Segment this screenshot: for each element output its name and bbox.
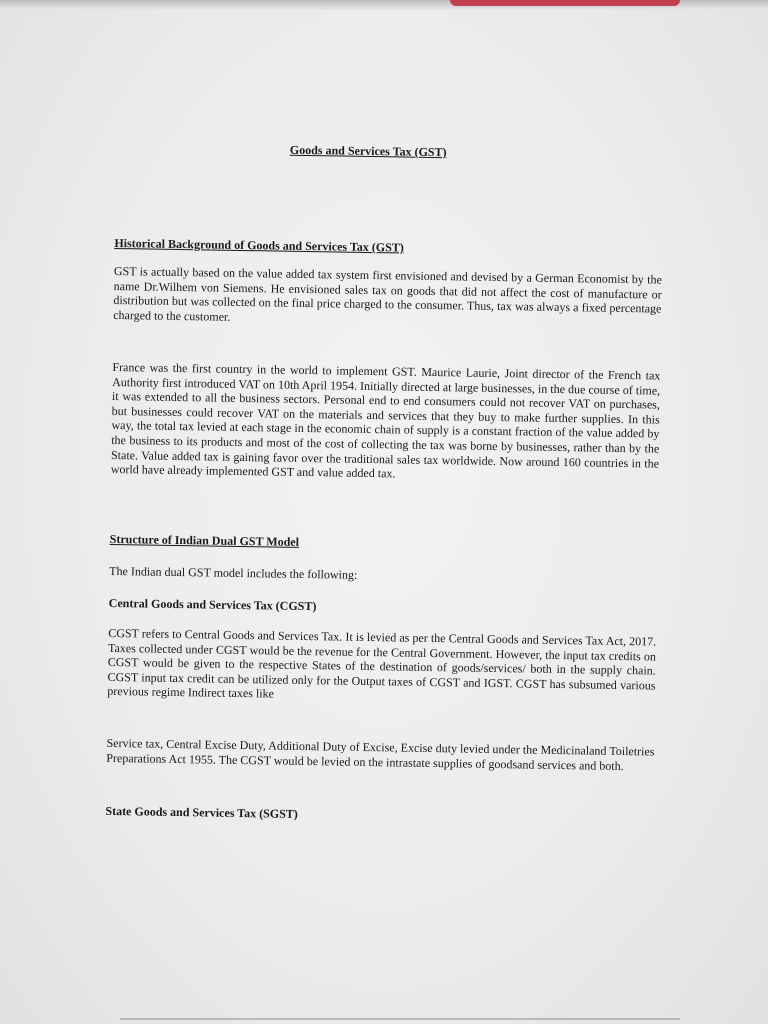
document-title: Goods and Services Tax (GST) [289, 142, 447, 160]
history-paragraph-2: France was the first country in the world to implement GST. Maurice Laurie, Joint director of the French tax Authority first introduced VAT on 10th April 1954. Initially directed at large businesses, in the due course of time, it was extended to all the business sectors. Personal end to end consumers could not recover VAT on purchases, but businesses could recover VAT on the materials and services that they buy to make further supplies. In this way, the total tax levied at each stage in the economic chain of supply is a constant fraction of the value added by the business to its products and most of the cost of collecting the tax was borne by businesses, rather than by the State. Value added tax is gaining favor over the traditional sales tax worldwide. Now around 160 countries in the world have already implemented GST and value added tax. [110, 359, 661, 481]
document-body [105, 140, 664, 821]
history-paragraph-1: GST is actually based on the value added tax system first envisioned and devised by a German Economist by the name Dr.Wilhem von Siemens. He envisioned sales tax on goods that did not affect the cost of manufacture or distribution but was collected on the final price charged to the consumer. Thus, tax was always a fixed percentage charged to the customer. [113, 263, 662, 324]
cgst-paragraph-2: Service tax, Central Excise Duty, Additional Duty of Excise, Excise duty levied under the Medicinaland Toiletries Preparations Act 1955. The CGST would be levied on the intrastate supplies of goodsand services and both. [106, 735, 655, 773]
structure-intro: The Indian dual GST model includes the following: [109, 563, 358, 582]
binder-clip-edge [450, 0, 680, 6]
cgst-heading: Central Goods and Services Tax (CGST) [108, 595, 317, 614]
structure-heading: Structure of Indian Dual GST Model [109, 531, 300, 549]
page-bottom-edge [120, 1018, 680, 1020]
sgst-heading: State Goods and Services Tax (SGST) [105, 803, 298, 821]
cgst-paragraph-1: CGST refers to Central Goods and Services Tax. It is levied as per the Central Goods and Services Tax Act, 2017. Taxes collected under CGST would be the revenue for the Central Government. However, the input tax credits on CGST would be given to the respective States of the destination of goods/services/ both in the supply chain. CGST input tax credit can be utilized only for the Output taxes of CGST and IGST. CGST has subsumed various previous regime Indirect taxes like [107, 625, 657, 701]
history-heading: Historical Background of Goods and Services Tax (GST) [114, 235, 404, 255]
